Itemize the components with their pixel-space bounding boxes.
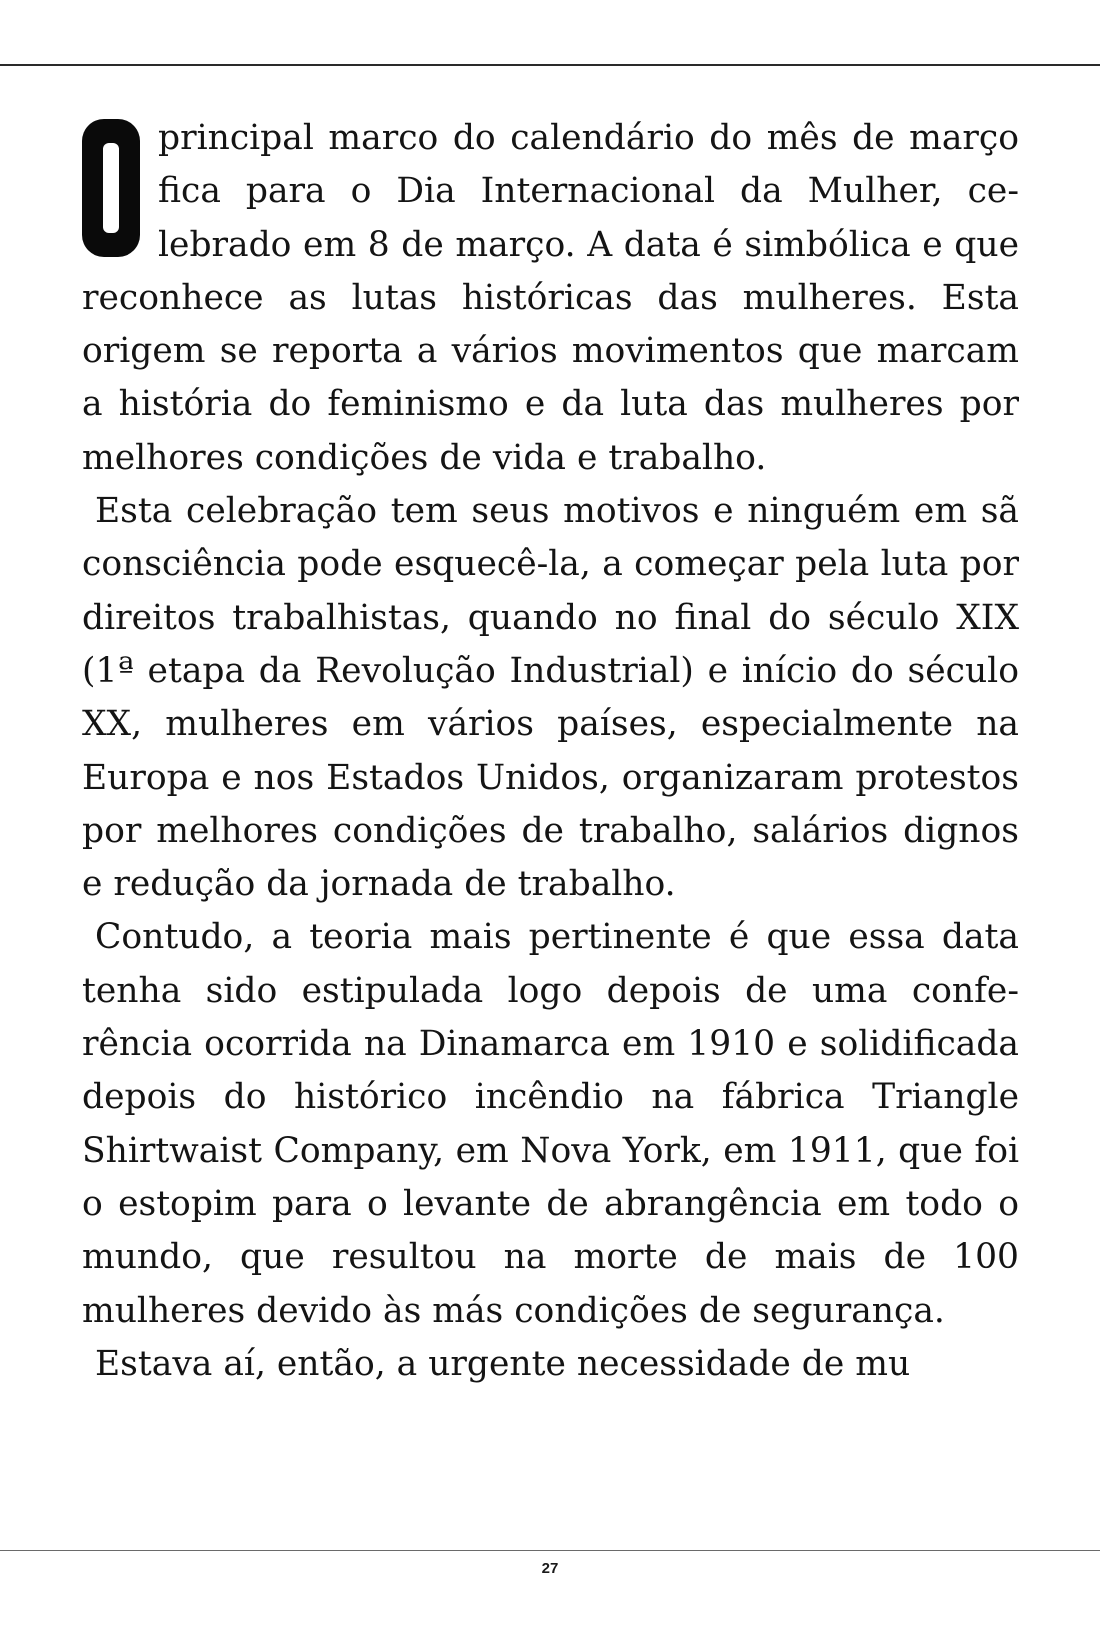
article-body — [82, 112, 1019, 1522]
footer-rule — [0, 1550, 1100, 1551]
drop-cap — [82, 119, 140, 257]
paragraph-1-text: principal marco do calendário do mês de março fica para o Dia Internacional da Mulher, celebrado em 8 de março. A data é simbólica e que reconhece as lutas históricas das mulheres. Esta origem se reporta a vários movimentos que marcam a história do feminismo e da luta das mulheres por melhores condições de vida e trabalho. — [82, 118, 1019, 478]
paragraph-2: Esta celebração tem seus motivos e ninguém em sã consciência pode esquecê-la, a começar pela luta por direitos trabalhistas, quando no final do século XIX (1ª etapa da Revolução Industrial) e início do século XX, mulheres em vários países, especialmente na Europa e nos Estados Unidos, organizaram protestos por melhores condições de trabalho, salários dignos e redução da jornada de trabalho. — [82, 491, 1019, 905]
paragraph-4: Estava aí, então, a urgente necessidade de mu — [95, 1343, 911, 1384]
top-rule — [0, 64, 1100, 66]
paragraph-1 — [82, 112, 1019, 485]
page-number: 27 — [541, 1560, 559, 1577]
paragraph-3: Contudo, a teoria mais pertinente é que essa data tenha sido estipulada logo depois de uma conferência ocorrida na Dinamarca em 1910 e solidificada depois do histórico incêndio na fábrica Triangle Shirtwaist Company, em Nova York, em 1911, que foi o estopim para o levante de abrangência em todo o mundo, que resultou na morte de mais de 100 mulheres devido às más condições de segurança. — [82, 917, 1019, 1331]
